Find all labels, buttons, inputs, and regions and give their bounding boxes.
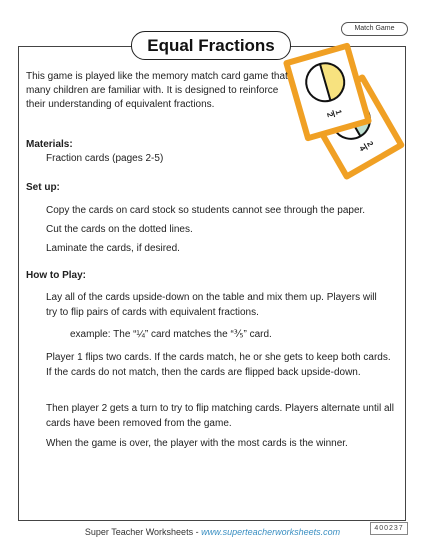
example-text: example: The “¼” card matches the “⅗” card. [70, 329, 272, 340]
footer-url[interactable]: www.superteacherworksheets.com [201, 527, 341, 537]
card-fraction-label: 1 2 [324, 108, 344, 119]
footer-brand: Super Teacher Worksheets - [84, 527, 202, 537]
how-paragraph: When the game is over, the player with the most cards is the winner. [46, 438, 348, 449]
circle-halves-icon [298, 55, 352, 109]
card-fraction-label: 2 4 [357, 139, 376, 153]
setup-heading: Set up: [26, 182, 60, 193]
how-paragraph: Then player 2 gets a turn to try to flip matching cards. Players alternate until all cards have been removed from the game. [46, 403, 394, 429]
materials-text: Fraction cards (pages 2-5) [46, 153, 164, 164]
worksheet-code: 400237 [370, 522, 408, 535]
materials-heading: Materials: [26, 139, 73, 150]
setup-step: Laminate the cards, if desired. [46, 243, 180, 254]
how-paragraph: Lay all of the cards upside-down on the table and mix them up. Players will try to flip pairs of cards with equivalent fractions. [46, 292, 377, 318]
how-to-play-heading: How to Play: [26, 270, 87, 281]
page-title: Equal Fractions [131, 31, 291, 60]
footer [0, 527, 425, 537]
intro-paragraph: This game is played like the memory match card game that many children are familiar with. It is designed to reinforce their understanding of equivalent fractions. [26, 71, 288, 110]
setup-step: Copy the cards on card stock so students cannot see through the paper. [46, 205, 366, 216]
setup-step: Cut the cards on the dotted lines. [46, 224, 193, 235]
how-paragraph: Player 1 flips two cards. If the cards match, he or she gets to keep both cards. If the cards do not match, then the cards are flipped back upside-down. [46, 352, 391, 378]
match-game-tag: Match Game [341, 22, 408, 36]
